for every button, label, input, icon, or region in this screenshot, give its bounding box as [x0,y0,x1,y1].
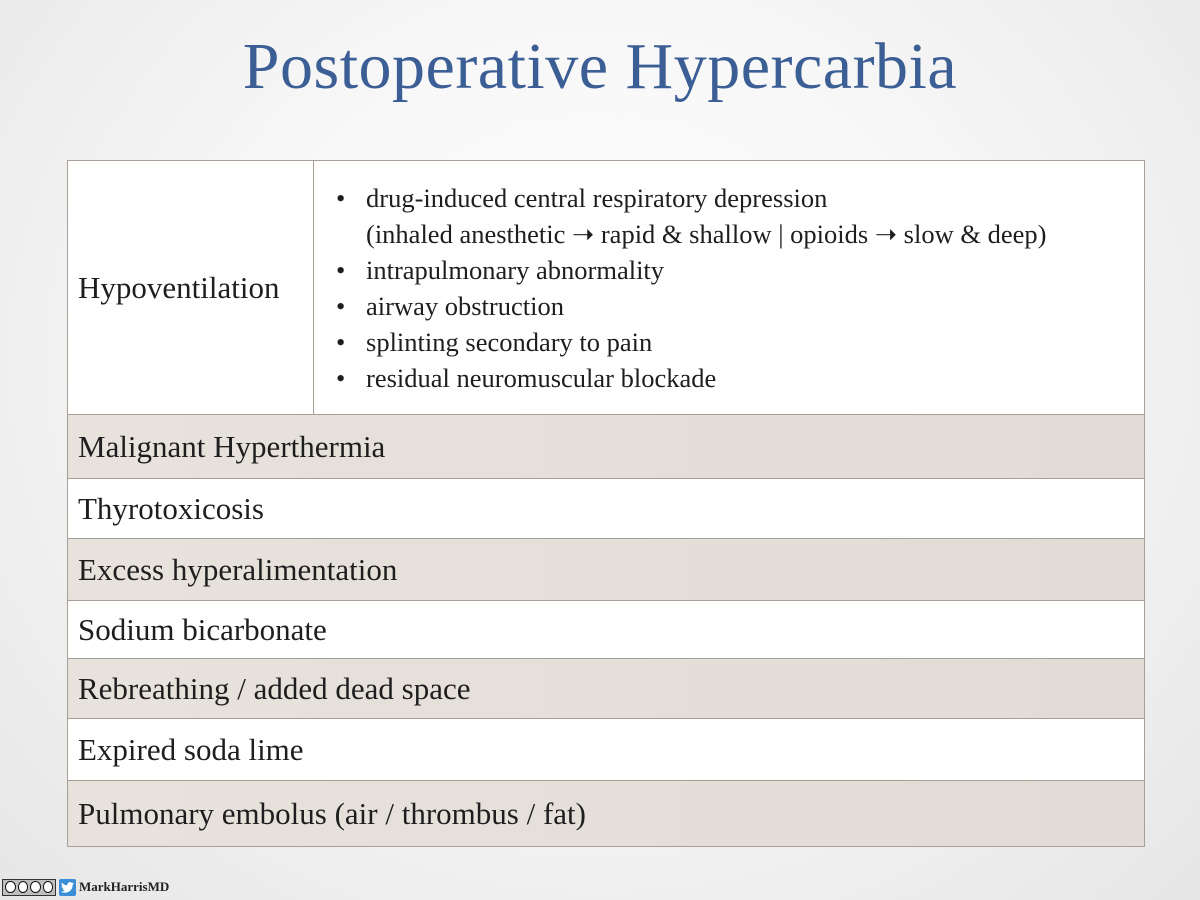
table-row [68,539,1145,601]
list-item [334,360,1134,396]
twitter-icon[interactable] [59,879,76,896]
table-row [68,479,1145,539]
table-cell-excess-hyperalimentation: Excess hyperalimentation [68,539,1145,601]
list-item [334,288,1134,324]
table-row-hypoventilation [68,161,1145,415]
footer [2,877,169,897]
bullet-icon: • [336,254,346,285]
bullet-icon: • [336,362,346,393]
hypoventilation-bullet-list [324,162,1144,414]
author-handle[interactable]: MarkHarrisMD [79,879,170,894]
creative-commons-icon[interactable] [2,879,56,896]
list-item [334,252,1134,288]
slide-title: Postoperative Hypercarbia [242,30,958,103]
list-item-text: intrapulmonary abnormality [366,254,665,285]
table-row [68,415,1145,479]
list-item-text: airway obstruction [366,290,564,321]
table-cell-expired-soda-lime: Expired soda lime [68,719,1145,781]
table-cell-malignant-hyperthermia: Malignant Hyperthermia [68,415,1145,479]
list-item [334,180,1134,252]
list-item-text: splinting secondary to pain [366,326,653,357]
table-row [68,781,1145,847]
bullet-icon: • [336,290,346,321]
list-item [334,324,1134,360]
table-cell-thyrotoxicosis: Thyrotoxicosis [68,479,1145,539]
table-cell-sodium-bicarbonate: Sodium bicarbonate [68,601,1145,659]
bullet-icon: • [336,326,346,357]
table-row [68,719,1145,781]
table-row [68,601,1145,659]
hypoventilation-causes-cell [314,161,1145,415]
table-cell-rebreathing: Rebreathing / added dead space [68,659,1145,719]
table-cell-pulmonary-embolus: Pulmonary embolus (air / thrombus / fat) [68,781,1145,847]
hypoventilation-label: Hypoventilation [68,161,314,415]
table-row [68,659,1145,719]
list-item-subtext: (inhaled anesthetic ➝ rapid & shallow | opioids ➝ slow & deep) [366,218,1047,249]
list-item-text: drug-induced central respiratory depression [366,182,828,213]
bullet-icon: • [336,182,346,213]
list-item-text: residual neuromuscular blockade [366,362,717,393]
causes-table [67,160,1145,847]
